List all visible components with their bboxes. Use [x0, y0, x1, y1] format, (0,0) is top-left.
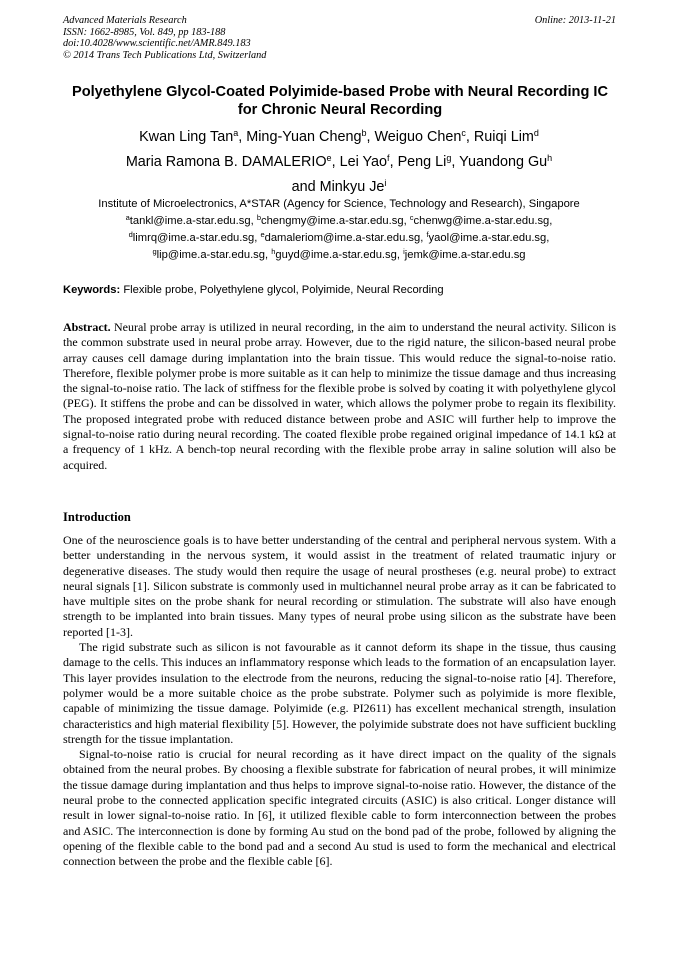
email-line: $^a$tankl@ime.a-star.edu.sg, $^b$chengmy@ime.a-star.edu.sg, $^c$chenwg@ime.a-star.edu.sg,: [125, 212, 553, 227]
keywords-text: Flexible probe, Polyethylene glycol, Polyimide, Neural Recording: [123, 284, 444, 296]
paper-title: Polyethylene Glycol-Coated Polyimide-based Probe with Neural Recording IC for Chronic Neural Recording: [71, 84, 609, 118]
introduction-body: [63, 533, 616, 870]
paragraph: The rigid substrate such as silicon is not favourable as it cannot deform its shape in the tissue, thus causing damage to the cells. This induces an inflammatory response which leads to the formation of an encapsulation layer. This layer provides insulation to the electrode from the neurons, reducing the signal-to-noise ratio [4]. Therefore, polymer would be a more suitable choice as the probe substrate. Polymer such as polyimide is more flexible, capable of minimizing the tissue damage. Polyimide (e.g. PI2611) has excellent mechanical strength, insulation characteristics and high material flexibility [5]. However, the polyimide substrate does not have sufficient buckling strength for the tissue implantation.: [63, 640, 616, 746]
author: Lei Yao$^f$: [339, 153, 390, 170]
affiliation-block: [52, 196, 626, 264]
author-email[interactable]: $^i$jemk@ime.a-star.edu.sg: [403, 246, 526, 261]
author: Ruiqi Lim$^d$: [473, 128, 539, 145]
journal-header: [63, 15, 616, 61]
issn-line: ISSN: 1662-8985, Vol. 849, pp 183-188: [63, 26, 226, 38]
author-email[interactable]: $^e$damaleriom@ime.a-star.edu.sg: [260, 229, 421, 244]
author-email[interactable]: $^a$tankl@ime.a-star.edu.sg: [125, 212, 251, 227]
abstract-text: Neural probe array is utilized in neural recording, in the aim to understand the neural activity. Silicon is the common substrate used in neural probe array. However, due to the rigid nature, the silicon-based neural probe array causes cell damage during implantation into the brain tissue. This would reduce the signal-to-noise ratio. Therefore, flexible polymer probe is more suitable as it can help to minimize the tissue damage and thus increasing the signal-to-noise ratio. The lack of stiffness for the flexible probe is solved by coating it with polyethylene glycol (PEG). It stiffens the probe and can be dissolved in water, which allows the polymer probe to regain its flexibility. The proposed integrated probe with reduced distance between probe and ASIC will further help to improve the signal-to-noise ratio during neural recording. The coated flexible probe regained original impedance of 14.1 kΩ at a frequency of 1 kHz. A bench-top neural recording with the flexible probe array in saline solution will also be acquired.: [63, 320, 617, 472]
online-date: Online: 2013-11-21: [534, 15, 616, 26]
author: Ming-Yuan Cheng$^b$: [246, 128, 367, 145]
abstract: [63, 320, 616, 473]
author: Maria Ramona B. DAMALERIO$^e$: [125, 153, 332, 170]
author-list: Kwan Ling Tan$^a$, Ming-Yuan Cheng$^b$, Weiguo Chen$^c$, Ruiqi Lim$^d$ Maria Ramona B. DAMALERIO$^e$, Lei Yao$^f$, Peng Li$^g$, Yuandong Gu$^h$ and Minkyu Je$^i$: [125, 128, 553, 195]
keywords: [63, 283, 616, 298]
author: Minkyu Je$^i$: [319, 178, 387, 195]
author-email[interactable]: $^g$lip@ime.a-star.edu.sg: [152, 246, 266, 261]
section-heading-introduction: Introduction: [63, 510, 131, 524]
abstract-label: Abstract.: [63, 320, 111, 334]
author: Peng Li$^g$: [397, 153, 452, 170]
author-email[interactable]: $^c$chenwg@ime.a-star.edu.sg: [409, 212, 550, 227]
author-email[interactable]: $^h$guyd@ime.a-star.edu.sg: [271, 246, 397, 261]
author-email[interactable]: $^f$yaol@ime.a-star.edu.sg: [426, 229, 547, 244]
email-line: $^d$limrq@ime.a-star.edu.sg, $^e$damaleriom@ime.a-star.edu.sg, $^f$yaol@ime.a-star.edu.sg,: [128, 229, 550, 244]
journal-name: Advanced Materials Research: [63, 15, 187, 26]
keywords-label: Keywords:: [63, 284, 121, 296]
paragraph: Signal-to-noise ratio is crucial for neural recording as it have direct impact on the quality of the signals obtained from the neural probes. By choosing a flexible substrate for fabrication of neural probes, it will minimize the tissue damage during implantation and thus helps to improve signal-to-noise ratio. However, the distance of the neural probe to the connected application specific integrated circuits (ASIC) is also critical. Longer distance will result in lower signal-to-noise ratio. In [6], it utilized flexible cable to form interconnection between the probes and ASIC. The interconnection is done by forming Au stud on the bond pad of the probe, followed by aligning the opening of the flexible cable to the bond pad and a second Au stud is used to form the mechanical and electrical connection between the probe and the flexible cable [6].: [63, 747, 616, 869]
author-conjunction: and: [291, 179, 316, 195]
author: Kwan Ling Tan$^a$: [139, 128, 239, 145]
author: Yuandong Gu$^h$: [459, 153, 553, 170]
paragraph: One of the neuroscience goals is to have better understanding of the central and peripheral nervous system. With a better understanding in the nervous system, it would assist in the treatment of related traumatic injury or degenerative diseases. The study would then require the usage of neural prostheses (e.g. neural probe) to extract neural signals [1]. Silicon substrate is commonly used in multichannel neural probe array as it can be fabricated to have multiple sites on the probe shank for neural recording or stimulation. The substrate will also have enough strength to be implanted into brain tissues. Many types of neural probe using silicon as the substrate have been reported [1-3].: [63, 533, 616, 639]
author-email[interactable]: $^b$chengmy@ime.a-star.edu.sg: [256, 212, 404, 227]
copyright-line: © 2014 Trans Tech Publications Ltd, Switzerland: [63, 49, 267, 61]
author: Weiguo Chen$^c$: [374, 128, 466, 145]
affiliation: Institute of Microelectronics, A*STAR (Agency for Science, Technology and Research), Singapore: [98, 198, 580, 210]
author-email[interactable]: $^d$limrq@ime.a-star.edu.sg: [128, 229, 255, 244]
doi-line: doi:10.4028/www.scientific.net/AMR.849.183: [63, 38, 251, 49]
email-line: $^g$lip@ime.a-star.edu.sg, $^h$guyd@ime.a-star.edu.sg, $^i$jemk@ime.a-star.edu.sg: [152, 246, 526, 261]
